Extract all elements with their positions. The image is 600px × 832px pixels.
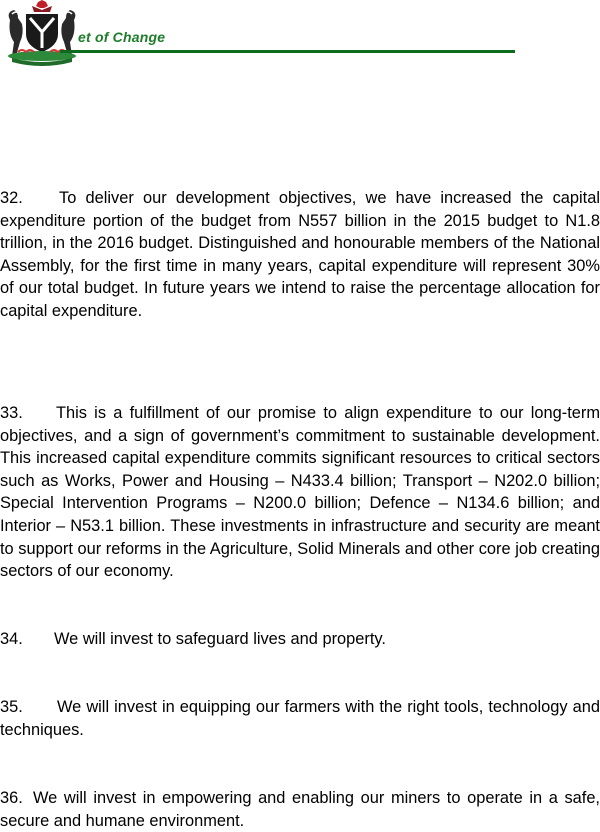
paragraph-35	[0, 696, 600, 741]
paragraph-36	[0, 787, 600, 832]
paragraph-number: 33.	[0, 404, 23, 422]
paragraph-33	[0, 402, 600, 583]
paragraph-text: We will invest in empowering and enabling our miners to operate in a safe, secure and humane environment.	[0, 789, 600, 830]
paragraph-text: To deliver our development objectives, we have increased the capital expenditure portion of the budget from N557 billion in the 2015 budget to N1.8 trillion, in the 2016 budget. Distinguished and honourable members of the National Assembly, for the first time in many years, capital expenditure will represent 30% of our total budget. In future years we intend to raise the percentage allocation for capital expenditure.	[0, 189, 600, 320]
paragraph-number: 32.	[0, 189, 23, 207]
nigeria-coat-of-arms-icon	[2, 0, 82, 66]
paragraph-number: 36.	[0, 789, 23, 807]
page-header	[0, 0, 600, 70]
paragraph-number: 34.	[0, 630, 23, 648]
paragraph-34	[0, 628, 600, 651]
header-rule	[60, 50, 515, 53]
paragraph-32	[0, 187, 600, 323]
paragraph-text: We will invest in equipping our farmers with the right tools, technology and techniques.	[0, 698, 600, 739]
paragraph-text: We will invest to safeguard lives and property.	[54, 630, 386, 648]
paragraph-number: 35.	[0, 698, 23, 716]
budget-title: et of Change	[78, 29, 166, 45]
paragraph-text: This is a fulfillment of our promise to align expenditure to our long-term objectives, and a sign of government’s commitment to sustainable development. This increased capital expenditure commits significant resources to critical sectors such as Works, Power and Housing – N433.4 billion; Transport – N202.0 billion; Special Intervention Programs – N200.0 billion; Defence – N134.6 billion; and Interior – N53.1 billion. These investments in infrastructure and security are meant to support our reforms in the Agriculture, Solid Minerals and other core job creating sectors of our economy.	[0, 404, 600, 581]
